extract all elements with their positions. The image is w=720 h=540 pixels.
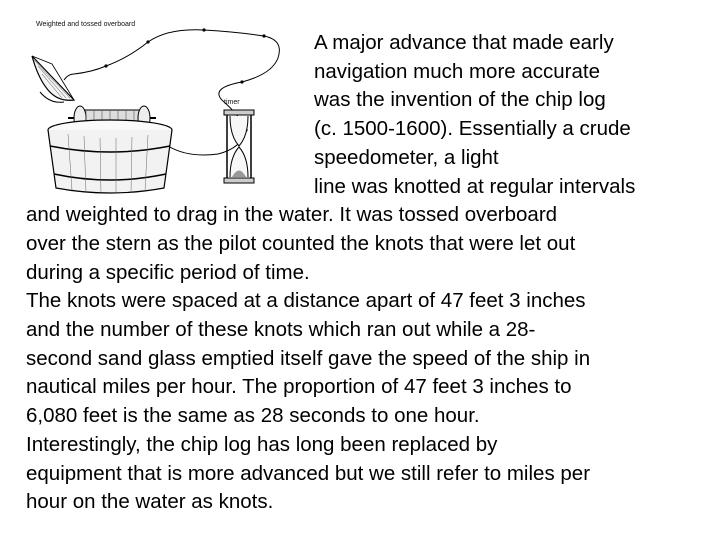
text-line: navigation much more accurate xyxy=(314,59,601,83)
text-line: speedometer, a light xyxy=(314,145,499,169)
text-line: second sand glass emptied itself gave the speed of the ship in xyxy=(26,346,591,370)
text-line: hour on the water as knots. xyxy=(26,490,274,514)
text-line: A major advance that made early xyxy=(314,31,614,54)
text-line: over the stern as the pilot counted the knots that were let out xyxy=(26,231,576,255)
illustration-caption: Weighted and tossed overboard xyxy=(36,21,136,28)
text-line: 6,080 feet is the same as 28 seconds to one hour. xyxy=(26,404,480,428)
text-line: nautical miles per hour. The proportion of 47 feet 3 inches to xyxy=(26,375,572,399)
timer-label: timer xyxy=(224,99,240,106)
text-line: equipment that is more advanced but we still refer to miles per xyxy=(26,461,591,485)
chip-log-description xyxy=(26,29,696,517)
text-line: Interestingly, the chip log has long been replaced by xyxy=(26,432,498,456)
text-line: was the invention of the chip log xyxy=(314,88,606,112)
text-line: during a specific period of time. xyxy=(26,260,310,284)
text-line: and weighted to drag in the water. It was tossed overboard xyxy=(26,203,558,227)
text-line: (c. 1500-1600). Essentially a crude xyxy=(314,117,631,141)
text-line: line was knotted at regular intervals xyxy=(314,174,636,198)
text-line: and the number of these knots which ran out while a 28- xyxy=(26,318,536,342)
text-line: The knots were spaced at a distance apart of 47 feet 3 inches xyxy=(26,289,586,313)
